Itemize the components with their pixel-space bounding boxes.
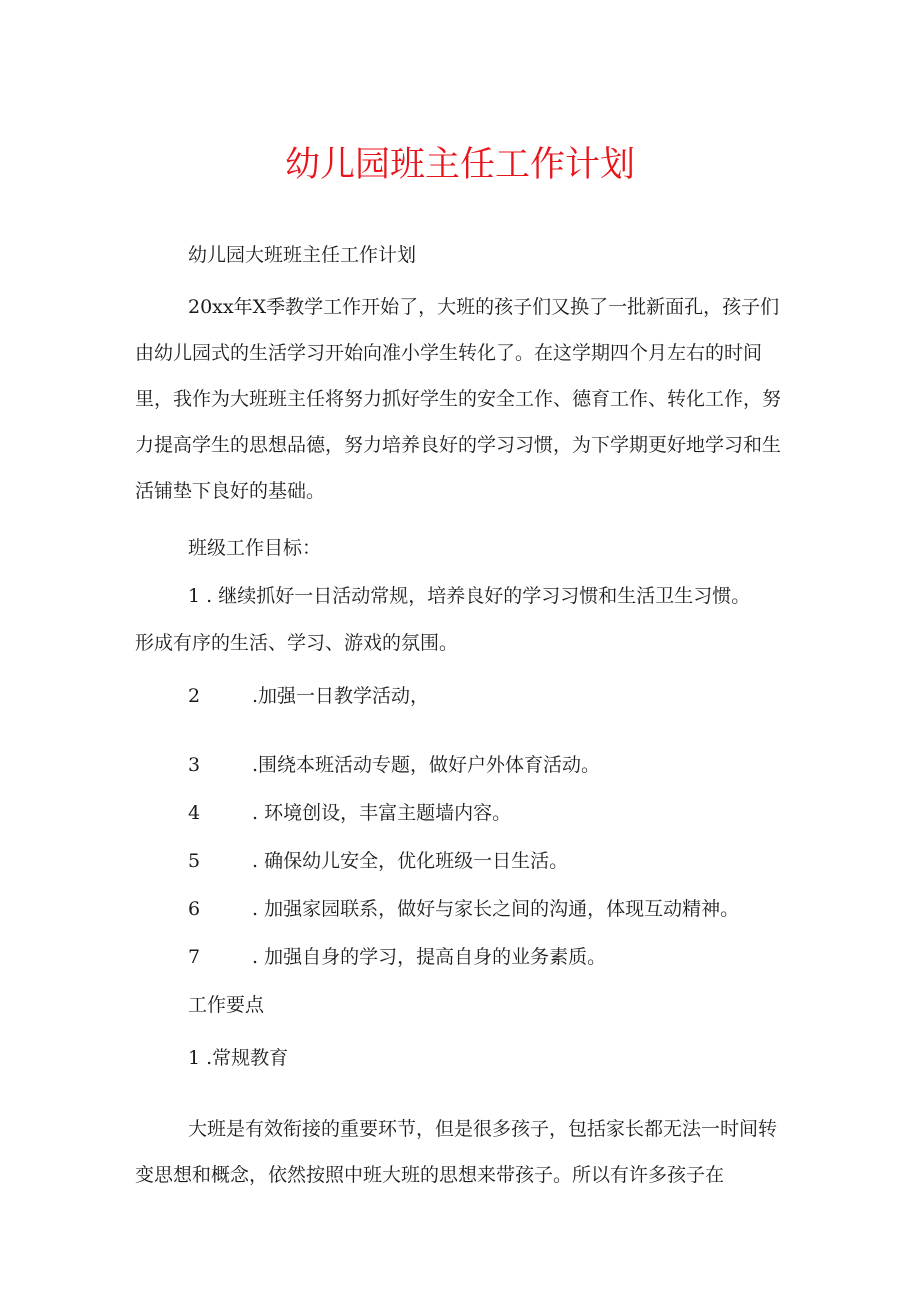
goal-text: .围绕本班活动专题，做好户外体育活动。: [252, 754, 601, 776]
intro-paragraph: 20xx年X季教学工作开始了，大班的孩子们又换了一批新面孔，孩子们由幼儿园式的生活学习开始向准小学生转化了。在这学期四个月左右的时间里，我作为大班班主任将努力抓好学生的安全工作、德育工作、转化工作，努力提高学生的思想品德，努力培养良好的学习习惯，为下学期更好地学习和生活铺垫下良好的基础。: [135, 296, 782, 502]
goal-text: . 环境创设，丰富主题墙内容。: [252, 802, 512, 824]
goal-number: 3: [188, 754, 201, 776]
goal-text: . 加强家园联系，做好与家长之间的沟通，体现互动精神。: [252, 898, 740, 920]
points-heading: 工作要点: [188, 994, 265, 1016]
document-title: 幼儿园班主任工作计划: [284, 145, 635, 185]
body-paragraph: 大班是有效衔接的重要环节，但是很多孩子，包括家长都无法一时间转变思想和概念，依然按照中班大班的思想来带孩子。所以有许多孩子在: [135, 1118, 778, 1186]
goal-text: .加强一日教学活动，: [252, 685, 430, 707]
point-1-heading: 1 .常规教育: [188, 1047, 289, 1069]
goals-heading: 班级工作目标：: [188, 537, 322, 559]
goal-1-line-2: 形成有序的生活、学习、游戏的氛围。: [135, 632, 459, 654]
goal-1-line-1: 1 . 继续抓好一日活动常规，培养良好的学习习惯和生活卫生习惯。: [188, 585, 751, 607]
goal-number: 5: [188, 850, 201, 872]
goal-text: . 加强自身的学习，提高自身的业务素质。: [252, 946, 607, 968]
goal-text: . 确保幼儿安全，优化班级一日生活。: [252, 850, 569, 872]
goal-number: 7: [188, 946, 201, 968]
goal-number: 2: [188, 685, 201, 707]
goal-number: 6: [188, 898, 201, 920]
subtitle: 幼儿园大班班主任工作计划: [188, 244, 417, 266]
goal-number: 4: [188, 802, 201, 824]
